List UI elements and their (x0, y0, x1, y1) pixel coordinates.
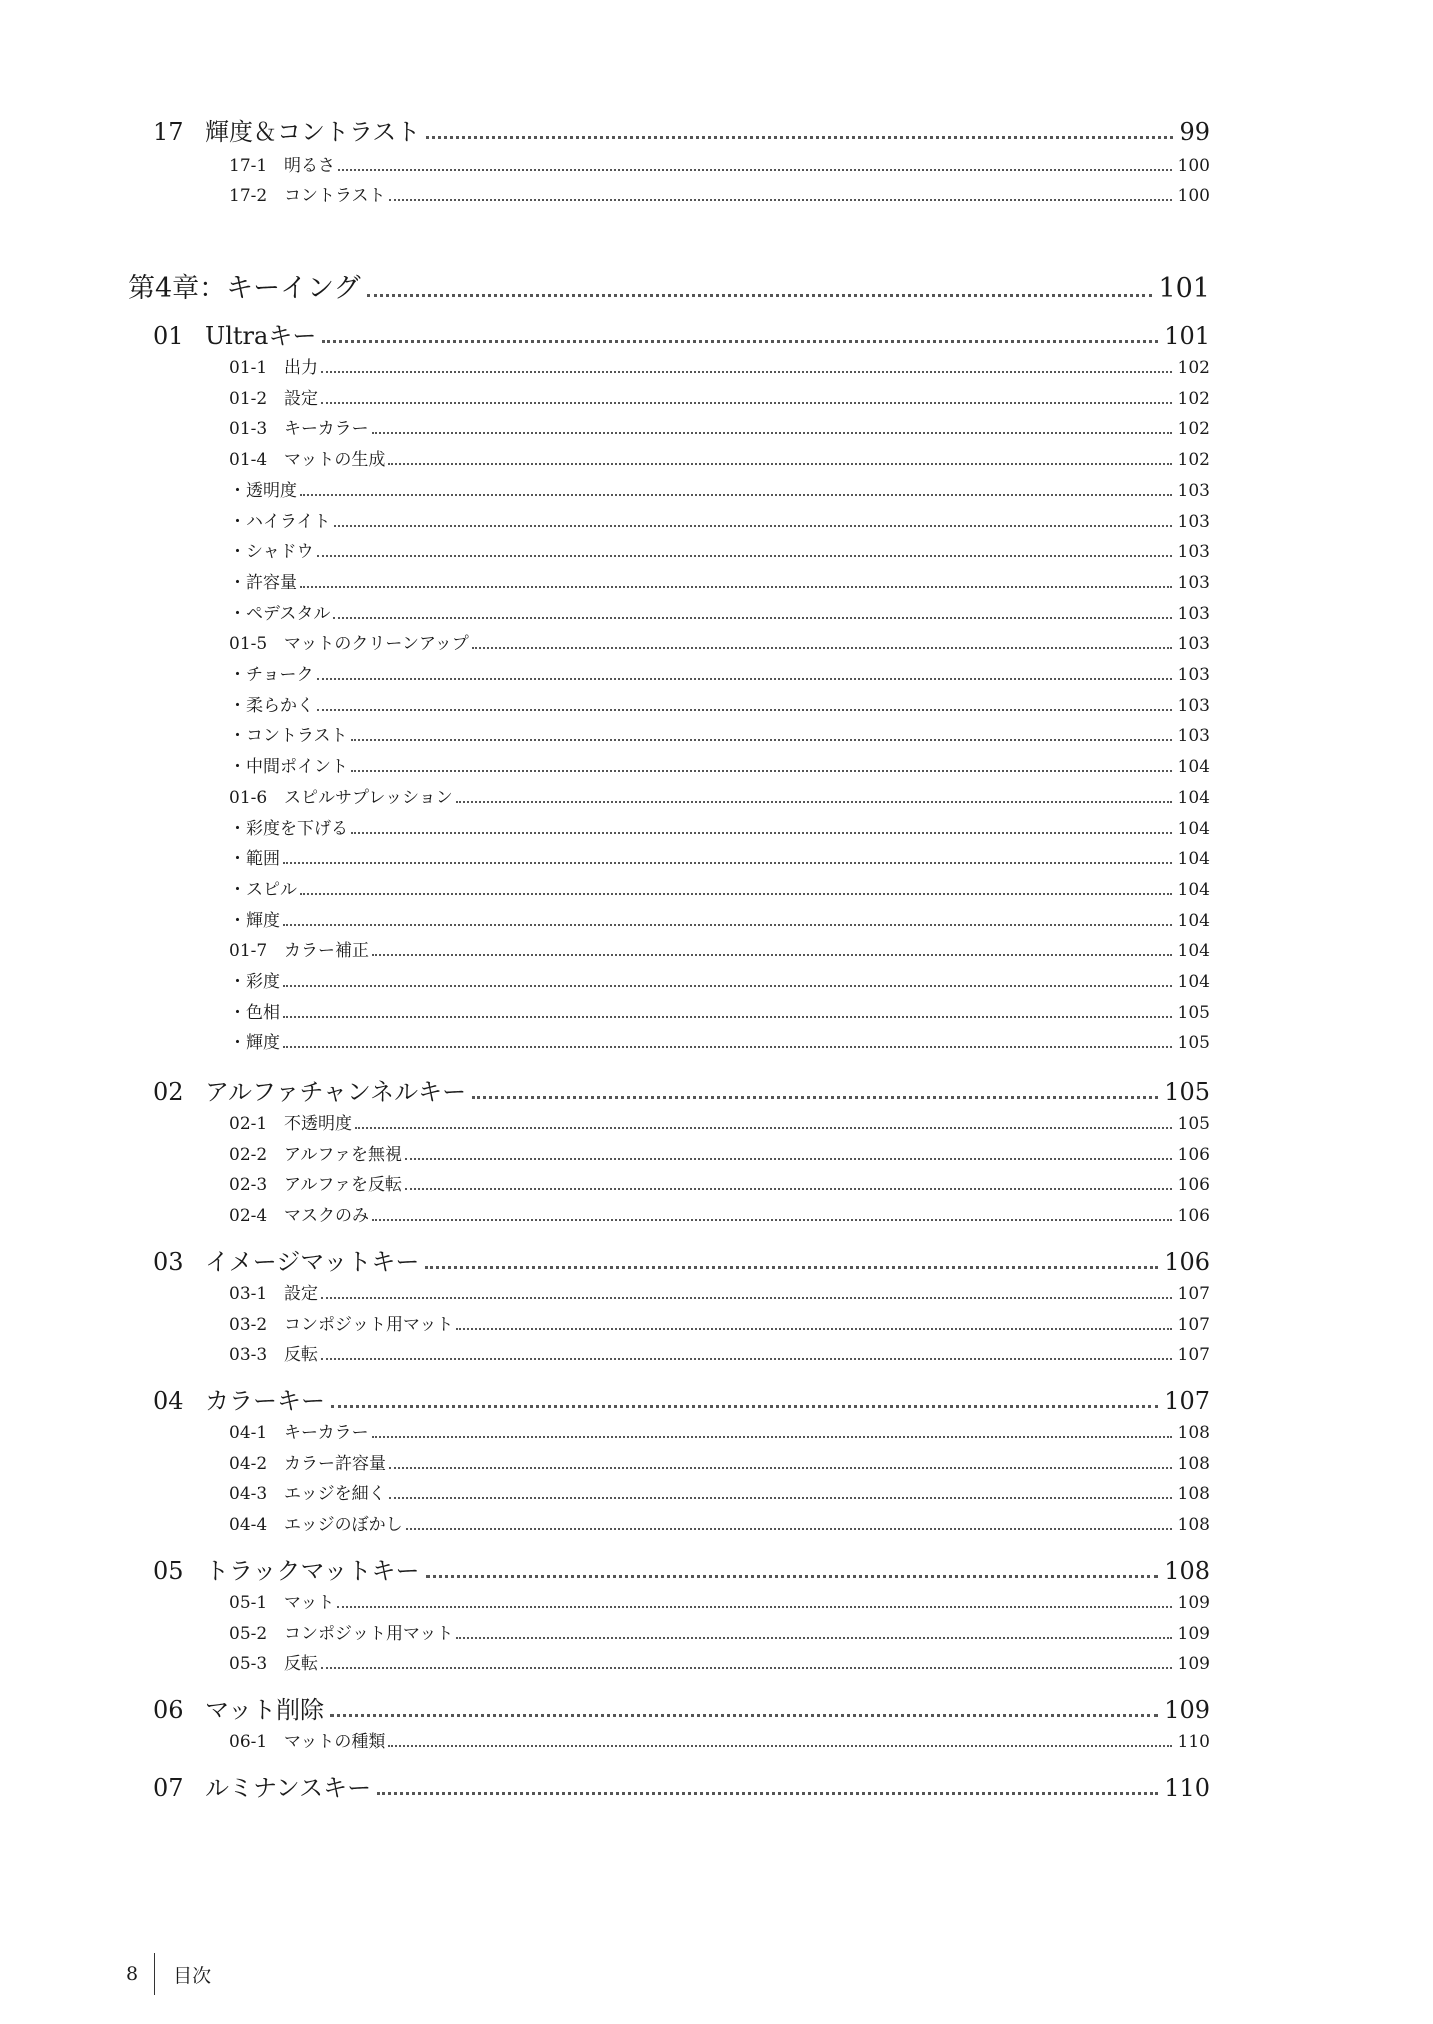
page-number: 103 (1177, 665, 1210, 685)
entry-number: 05-2 (229, 1623, 268, 1644)
dot-leader (377, 1792, 1158, 1795)
page-number: 107 (1177, 1345, 1210, 1366)
toc-entry (229, 1420, 1210, 1446)
section-number: 04 (153, 1387, 184, 1415)
dot-leader (372, 1436, 1172, 1438)
section-number: 17 (153, 118, 184, 146)
entry-title: ・色相 (229, 1002, 280, 1023)
entry-title: 反転 (284, 1345, 318, 1366)
entry-number: 02-1 (229, 1114, 268, 1134)
entry-title: ・許容量 (229, 572, 297, 593)
section-number: 02 (153, 1078, 184, 1106)
page-number: 102 (1177, 450, 1210, 471)
dot-leader (321, 402, 1172, 404)
page-number: 104 (1177, 910, 1210, 931)
dot-leader (351, 739, 1172, 741)
page-number: 109 (1177, 1654, 1210, 1675)
page-number: 103 (1177, 695, 1210, 716)
page-number: 105 (1164, 1078, 1210, 1106)
dot-leader (405, 1158, 1172, 1160)
toc-entry (229, 1729, 1210, 1755)
entry-title: ・チョーク (229, 665, 314, 685)
entry-number: 05-3 (229, 1654, 268, 1675)
toc-entry (229, 1590, 1210, 1616)
entry-title: マスクのみ (284, 1206, 369, 1227)
dot-leader (425, 1266, 1158, 1269)
section-title: イメージマットキー (205, 1248, 420, 1276)
page-number: 100 (1177, 186, 1210, 206)
entry-number: 06-1 (229, 1732, 268, 1752)
toc-section (153, 1384, 1210, 1418)
page-number: 108 (1177, 1453, 1210, 1474)
toc-entry (229, 1451, 1210, 1477)
dot-leader (389, 199, 1172, 201)
entry-title: 出力 (284, 358, 318, 378)
page-number: 104 (1177, 941, 1210, 962)
page-number: 99 (1179, 118, 1210, 146)
section-title: ルミナンスキー (205, 1774, 372, 1802)
page-number: 103 (1177, 542, 1210, 563)
dot-leader (334, 525, 1172, 527)
page-number: 103 (1177, 603, 1210, 624)
toc-section (153, 319, 1210, 353)
page-number: 102 (1177, 358, 1210, 378)
section-number: 05 (153, 1557, 184, 1585)
dot-leader (330, 1714, 1158, 1717)
dot-leader (321, 1667, 1172, 1669)
toc-bullet-entry (229, 969, 1210, 995)
entry-number: 03-3 (229, 1345, 268, 1366)
entry-title: キーカラー (284, 1423, 369, 1443)
dot-leader (331, 1405, 1158, 1408)
toc-bullet-entry (229, 816, 1210, 842)
dot-leader (283, 985, 1172, 987)
section-number: 03 (153, 1248, 184, 1276)
toc-entry (229, 631, 1210, 657)
section-number: 06 (153, 1696, 184, 1724)
entry-title: マットの生成 (284, 450, 386, 471)
entry-number: 17-2 (229, 186, 268, 206)
entry-number: 02-4 (229, 1206, 268, 1227)
entry-number: 03-1 (229, 1284, 268, 1304)
dot-leader (283, 1046, 1172, 1048)
toc-bullet-entry (229, 723, 1210, 749)
toc-entry (229, 447, 1210, 473)
dot-leader (406, 1528, 1172, 1530)
dot-leader (472, 1096, 1158, 1099)
page-number: 107 (1164, 1387, 1210, 1415)
toc-section (153, 1245, 1210, 1279)
entry-number: 01-7 (229, 941, 268, 962)
entry-title: ・中間ポイント (229, 757, 348, 778)
entry-title: エッジのぼかし (284, 1515, 403, 1536)
page-number: 105 (1177, 1002, 1210, 1023)
toc-bullet-entry (229, 908, 1210, 934)
toc-bullet-entry (229, 1000, 1210, 1026)
toc-section-17 (153, 115, 1210, 149)
dot-leader (321, 1297, 1172, 1299)
toc-bullet-entry (229, 539, 1210, 565)
entry-title: 不透明度 (284, 1114, 352, 1134)
dot-leader (337, 1606, 1171, 1608)
dot-leader (456, 1328, 1171, 1330)
section-title: トラックマットキー (205, 1557, 420, 1585)
footer-page-number: 8 (126, 1963, 139, 1985)
toc-entry (229, 1621, 1210, 1647)
page-number: 105 (1177, 1033, 1210, 1054)
dot-leader (321, 371, 1172, 373)
entry-number: 05-1 (229, 1593, 268, 1613)
toc-entry (229, 785, 1210, 811)
page-number: 108 (1164, 1557, 1210, 1585)
toc-bullet-entry (229, 478, 1210, 504)
dot-leader (300, 586, 1172, 588)
entry-title: 反転 (284, 1654, 318, 1675)
entry-title: ・彩度 (229, 972, 280, 992)
entry-number: 17-1 (229, 156, 268, 176)
page-number: 110 (1164, 1774, 1210, 1802)
entry-number: 01-5 (229, 634, 268, 655)
entry-title: マットの種類 (284, 1732, 386, 1752)
page-number: 102 (1177, 388, 1210, 409)
entry-title: スピルサプレッション (284, 787, 453, 808)
toc-entry (229, 355, 1210, 381)
entry-number: 02-2 (229, 1144, 268, 1165)
dot-leader (389, 1467, 1172, 1469)
toc-entry (229, 1651, 1210, 1677)
footer-label: 目次 (173, 1964, 212, 1987)
entry-title: ・輝度 (229, 1033, 280, 1054)
footer-divider (154, 1953, 155, 1995)
page-number: 104 (1177, 787, 1210, 808)
page-number: 109 (1177, 1593, 1210, 1613)
dot-leader (300, 893, 1172, 895)
page-number: 104 (1177, 757, 1210, 778)
dot-leader (426, 136, 1173, 139)
toc-bullet-entry (229, 846, 1210, 872)
page-number: 101 (1158, 273, 1210, 304)
page-number: 108 (1177, 1515, 1210, 1536)
toc-entry (229, 1203, 1210, 1229)
chapter-title: 第4章：キーイング (128, 273, 361, 304)
entry-title: コンポジット用マット (284, 1314, 454, 1335)
page-number: 104 (1177, 879, 1210, 900)
section-title: 輝度＆コントラスト (205, 118, 421, 146)
entry-title: エッジを細く (284, 1484, 386, 1505)
page-number: 108 (1177, 1484, 1210, 1505)
toc-entry (229, 1281, 1210, 1307)
entry-title: コンポジット用マット (284, 1623, 454, 1644)
page-number: 101 (1164, 322, 1210, 350)
entry-number: 02-3 (229, 1175, 268, 1196)
dot-leader (351, 770, 1172, 772)
toc-section (153, 1771, 1210, 1805)
toc-bullet-entry (229, 877, 1210, 903)
dot-leader (317, 709, 1172, 711)
entry-title: 設定 (284, 1284, 318, 1304)
toc-bullet-entry (229, 693, 1210, 719)
entry-title: アルファを反転 (284, 1175, 402, 1196)
page-number: 106 (1177, 1175, 1210, 1196)
dot-leader (372, 432, 1172, 434)
section-title: Ultraキー (205, 322, 317, 350)
dot-leader (338, 169, 1172, 171)
toc-bullet-entry (229, 1030, 1210, 1056)
toc-entry (229, 183, 1210, 209)
toc-section (153, 1693, 1210, 1727)
entry-title: ・ハイライト (229, 511, 331, 532)
page-number: 103 (1177, 634, 1210, 655)
section-number: 01 (153, 322, 184, 350)
toc-entry (229, 938, 1210, 964)
page-number: 106 (1164, 1248, 1210, 1276)
entry-title: カラー補正 (284, 941, 369, 962)
toc-entry (229, 1312, 1210, 1338)
toc-entry (229, 1172, 1210, 1198)
page-number: 104 (1177, 849, 1210, 870)
page-number: 108 (1177, 1423, 1210, 1443)
dot-leader (283, 924, 1172, 926)
entry-number: 01-1 (229, 358, 268, 378)
page-number: 103 (1177, 480, 1210, 501)
toc-bullet-entry (229, 662, 1210, 688)
dot-leader (283, 1016, 1172, 1018)
toc-entry (229, 153, 1210, 179)
dot-leader (300, 494, 1172, 496)
toc-entry (229, 1142, 1210, 1168)
section-title: カラーキー (205, 1387, 325, 1415)
entry-title: ・ペデスタル (229, 603, 331, 624)
page-number: 109 (1177, 1623, 1210, 1644)
entry-title: ・彩度を下げる (229, 818, 348, 839)
dot-leader (389, 1497, 1172, 1499)
entry-number: 01-6 (229, 787, 268, 808)
page-number: 104 (1177, 818, 1210, 839)
entry-title: マットのクリーンアップ (284, 634, 469, 655)
entry-number: 04-1 (229, 1423, 268, 1443)
page-number: 103 (1177, 511, 1210, 532)
dot-leader (367, 294, 1153, 297)
section-number: 07 (153, 1774, 184, 1802)
entry-title: コントラスト (284, 186, 386, 206)
page-number: 104 (1177, 972, 1210, 992)
page-number: 109 (1164, 1696, 1210, 1724)
entry-title: ・透明度 (229, 480, 297, 501)
dot-leader (456, 1637, 1171, 1639)
dot-leader (405, 1188, 1172, 1190)
page-number: 110 (1177, 1732, 1210, 1752)
section-title: アルファチャンネルキー (205, 1078, 467, 1106)
page-number: 106 (1177, 1144, 1210, 1165)
page-number: 102 (1177, 419, 1210, 440)
toc-bullet-entry (229, 601, 1210, 627)
entry-number: 01-2 (229, 388, 268, 409)
dot-leader (388, 1745, 1171, 1747)
dot-leader (283, 862, 1172, 864)
dot-leader (351, 832, 1172, 834)
entry-number: 04-2 (229, 1453, 268, 1474)
toc-entry (229, 386, 1210, 412)
toc-entry (229, 1512, 1210, 1538)
toc-bullet-entry (229, 754, 1210, 780)
dot-leader (321, 1358, 1172, 1360)
page-number: 103 (1177, 726, 1210, 747)
entry-title: ・輝度 (229, 910, 280, 931)
entry-number: 04-3 (229, 1484, 268, 1505)
entry-number: 03-2 (229, 1314, 268, 1335)
entry-title: マット (284, 1593, 335, 1613)
entry-title: 設定 (284, 388, 318, 409)
entry-title: キーカラー (284, 419, 369, 440)
toc-entry (229, 1342, 1210, 1368)
dot-leader (355, 1127, 1172, 1129)
toc-entry (229, 1111, 1210, 1137)
page-number: 107 (1177, 1314, 1210, 1335)
page-number: 106 (1177, 1206, 1210, 1227)
dot-leader (472, 647, 1172, 649)
section-title: マット削除 (205, 1696, 325, 1724)
entry-title: 明るさ (284, 156, 335, 176)
dot-leader (317, 678, 1172, 680)
dot-leader (317, 555, 1172, 557)
dot-leader (372, 954, 1172, 956)
toc-bullet-entry (229, 509, 1210, 535)
entry-title: カラー許容量 (284, 1453, 386, 1474)
page-number: 107 (1177, 1284, 1210, 1304)
dot-leader (372, 1219, 1172, 1221)
dot-leader (388, 463, 1171, 465)
toc-bullet-entry (229, 570, 1210, 596)
toc-section (153, 1554, 1210, 1588)
entry-title: アルファを無視 (284, 1144, 402, 1165)
dot-leader (456, 801, 1172, 803)
toc-section (153, 1075, 1210, 1109)
entry-number: 01-4 (229, 450, 268, 471)
toc-entry (229, 416, 1210, 442)
entry-title: ・コントラスト (229, 726, 348, 747)
page-footer (126, 1955, 211, 1993)
entry-title: ・範囲 (229, 849, 280, 870)
entry-number: 01-3 (229, 419, 268, 440)
entry-title: ・柔らかく (229, 695, 314, 716)
dot-leader (322, 340, 1158, 343)
page-number: 100 (1177, 156, 1210, 176)
toc-entry (229, 1481, 1210, 1507)
page-number: 105 (1177, 1114, 1210, 1134)
entry-number: 04-4 (229, 1515, 268, 1536)
dot-leader (333, 617, 1171, 619)
entry-title: ・シャドウ (229, 542, 314, 563)
entry-title: ・スピル (229, 879, 297, 900)
toc-chapter (128, 270, 1210, 308)
dot-leader (426, 1575, 1159, 1578)
page-number: 103 (1177, 572, 1210, 593)
